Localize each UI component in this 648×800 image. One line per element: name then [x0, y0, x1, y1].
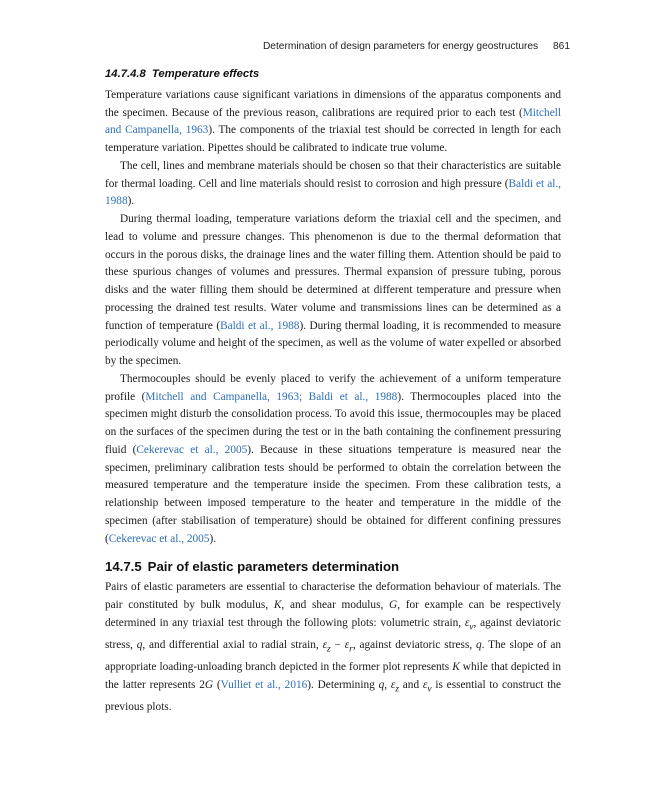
text-run: ). Thermocouples placed into the specimen might disturb the consolidation process. To avoid this issue, thermocouples may be placed on the surfaces of the specimen during the test or in the bath containing the confinement pressuring fluid ( [105, 390, 561, 456]
text-run: The cell, lines and membrane materials should be chosen so that their characteristics are suitable for thermal loading. Cell and line materials should resist to corrosion and high pressure ( [105, 159, 561, 190]
text-run: ). [209, 532, 217, 545]
math-subscript: v [469, 622, 474, 632]
math-symbol: q [476, 638, 482, 651]
citation-link[interactable]: Mitchell and Campanella, 1963; Baldi et al., 1988 [145, 390, 398, 403]
math-subscript: v [427, 683, 432, 694]
section-number: 14.7.5 [105, 559, 142, 575]
text-run: , against deviatoric stress, [352, 638, 476, 651]
math-symbol: q [378, 678, 385, 691]
math-subscript: r [349, 644, 353, 654]
text-run: During thermal loading, temperature variations deform the triaxial cell and the specimen, and lead to volume and pressure changes. This phenomenon is due to the thermal deformation that occurs in the porous disks, the drainage lines and the water filling them. Attention should be paid to these spurious changes of volumes and pressures. Thermal expansion of pressure tubing, porous disks and the water filling them should be determined at different temperature and pressure when processing the drained test results. Water volume and transmissions lines can be determined as a function of temperature ( [105, 213, 561, 332]
section-heading-14-7-5 [105, 558, 561, 576]
math-subscript: z [327, 644, 331, 654]
running-head [263, 41, 570, 52]
section-title: Temperature effects [151, 68, 260, 80]
paragraph [105, 87, 561, 158]
section-number: 14.7.4.8 [105, 68, 146, 80]
text-run: Temperature variations cause significant variations in dimensions of the apparatus components and the specimen. Because of the previous reason, calibrations are required prior to each test ( [105, 88, 561, 119]
text-run: , against deviatoric stress, [105, 616, 561, 651]
citation-link[interactable]: Cekerevac et al., 2005 [136, 443, 248, 456]
text-run: ). The components of the triaxial test should be corrected in length for each temperature variation. Pipettes should be calibrated to indicate true volume. [105, 124, 561, 154]
section-title: Pair of elastic parameters determination [147, 559, 400, 575]
math-symbol: ε [422, 678, 428, 691]
text-run: and [398, 678, 423, 691]
paragraph [105, 371, 561, 549]
citation-link[interactable]: Mitchell and Campanella, 1963 [105, 106, 561, 137]
text-run: , and differential axial to radial strain, [142, 638, 323, 651]
text-run: ). Because in these situations temperature is measured near the specimen, preliminary calibration tests should be performed to obtain the correlation between the measured temperature and the temperature inside the specimen. From these calibration tests, a relationship between imposed temperature to the heater and temperature in the middle of the specimen (after stabilisation of temperature) should be obtained for different confining pressures ( [105, 443, 561, 545]
text-run: , and shear modulus, [281, 599, 390, 611]
paragraph [105, 579, 561, 716]
math-symbol: q [136, 638, 143, 651]
text-run: Thermocouples should be evenly placed to verify the achievement of a uniform temperature profile ( [105, 372, 561, 403]
text-run: ). During thermal loading, it is recommended to measure periodically volume and height of the specimen, as well as the volume of water expelled or absorbed by the specimen. [105, 319, 562, 367]
math-symbol: ε [390, 678, 396, 691]
math-symbol: K [273, 599, 282, 611]
text-run: , [384, 678, 391, 691]
citation-link[interactable]: Vulliet et al., 2016 [220, 678, 308, 691]
text-run: is essential to construct the previous plots. [105, 678, 561, 713]
text-run: ). [127, 195, 135, 208]
math-symbol: ε [322, 638, 328, 651]
section-heading-14-7-4-8 [105, 66, 561, 84]
math-symbol: ε [464, 616, 470, 629]
paragraph [105, 158, 561, 211]
math-operator: − [330, 638, 345, 651]
paragraph [105, 211, 561, 371]
body-column [105, 66, 561, 716]
citation-link[interactable]: Baldi et al., 1988 [105, 177, 562, 208]
running-head-title: Determination of design parameters for energy geostructures [262, 41, 539, 52]
math-subscript: z [395, 683, 399, 694]
text-run: ). Determining [307, 678, 379, 691]
math-symbol: ε [344, 638, 350, 651]
text-run: Pairs of elastic parameters are essential to characterise the deformation behaviour of materials. The pair constituted by bulk modulus, [105, 581, 561, 611]
citation-link[interactable]: Cekerevac et al., 2005 [108, 532, 210, 545]
text-run: while that depicted in the latter represents 2 [105, 660, 561, 691]
citation-link[interactable]: Baldi et al., 1988 [220, 319, 300, 332]
text-run: ( [213, 678, 221, 691]
text-run: , for example can be respectively determined in any triaxial test through the following plots: volumetric strain, [105, 599, 561, 629]
math-symbol: K [452, 660, 460, 673]
text-run: . The slope of an appropriate loading-unloading branch depicted in the former plot represents [105, 638, 561, 673]
math-symbol: G [204, 678, 214, 691]
math-symbol: G [389, 599, 398, 611]
page-number: 861 [553, 41, 570, 52]
